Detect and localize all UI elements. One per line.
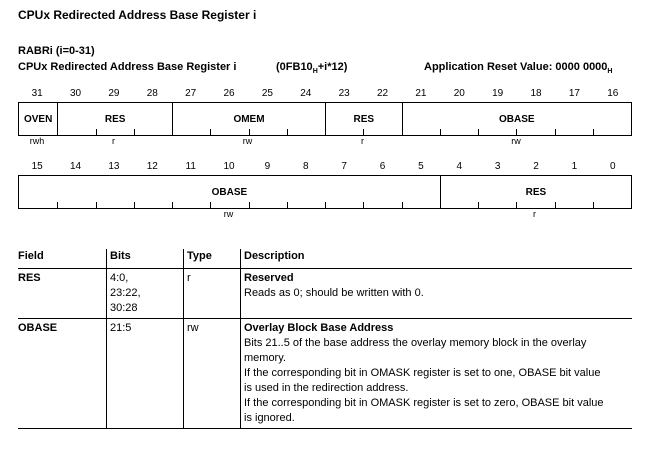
bit-tick bbox=[172, 129, 173, 135]
register-upper-half bbox=[18, 102, 632, 136]
field-res-upper: RES bbox=[57, 103, 172, 135]
document-title: CPUx Redirected Address Base Register i bbox=[18, 8, 257, 22]
bit-number: 25 bbox=[261, 88, 273, 99]
bit-number: 24 bbox=[300, 88, 312, 99]
bit-tick bbox=[478, 129, 479, 135]
bit-tick bbox=[402, 129, 403, 135]
field-obase-upper: OBASE bbox=[402, 103, 632, 135]
bit-tick bbox=[287, 202, 288, 208]
bit-tick bbox=[363, 202, 364, 208]
bit-number: 26 bbox=[223, 88, 235, 99]
bit-tick bbox=[134, 129, 135, 135]
row-type: r bbox=[184, 269, 241, 319]
bit-tick bbox=[593, 129, 594, 135]
field-res-lower: RES bbox=[440, 176, 631, 208]
table-row bbox=[18, 319, 632, 429]
bit-number: 10 bbox=[223, 161, 235, 172]
bit-tick bbox=[593, 202, 594, 208]
bit-number: 20 bbox=[453, 88, 465, 99]
bit-tick bbox=[134, 202, 135, 208]
access-res-upper: r bbox=[112, 136, 115, 146]
register-offset: $(0FB10_H+i*12)$ bbox=[276, 61, 348, 76]
header-type: Type bbox=[184, 249, 241, 269]
bit-number: 12 bbox=[146, 161, 158, 172]
bit-tick bbox=[287, 129, 288, 135]
access-omem: rw bbox=[242, 136, 253, 146]
bit-number: 14 bbox=[70, 161, 82, 172]
register-short-name: RABRi (i=0-31) bbox=[18, 45, 95, 57]
field-obase-lower: OBASE bbox=[211, 186, 248, 198]
bit-number: 21 bbox=[415, 88, 427, 99]
bit-tick bbox=[555, 129, 556, 135]
field-omem: OMEM bbox=[172, 103, 325, 135]
row-field-name: OBASE bbox=[18, 319, 107, 429]
bit-number: 2 bbox=[533, 161, 539, 172]
bit-number: 22 bbox=[377, 88, 389, 99]
bit-number: 11 bbox=[185, 161, 196, 172]
table-header-row bbox=[18, 249, 632, 269]
bit-tick bbox=[516, 129, 517, 135]
bit-tick bbox=[172, 202, 173, 208]
bit-number: 5 bbox=[418, 161, 424, 172]
row-type: rw bbox=[184, 319, 241, 429]
row-bits: 21:5 bbox=[107, 319, 184, 429]
bit-number: 27 bbox=[185, 88, 197, 99]
field-res-mid: RES bbox=[325, 103, 402, 135]
bit-tick bbox=[363, 129, 364, 135]
access-obase-lower: rw bbox=[223, 209, 234, 219]
field-description-table bbox=[18, 249, 632, 429]
bit-number: 19 bbox=[492, 88, 504, 99]
header-bits: Bits bbox=[107, 249, 184, 269]
bit-tick bbox=[210, 129, 211, 135]
bit-number: 31 bbox=[31, 88, 43, 99]
bit-number: 23 bbox=[338, 88, 350, 99]
access-res-mid: r bbox=[361, 136, 364, 146]
bit-number: 3 bbox=[494, 161, 501, 172]
bit-tick bbox=[325, 129, 326, 135]
access-res-lower: r bbox=[533, 209, 536, 219]
bit-number: 15 bbox=[31, 161, 43, 172]
row-description: Reserved Reads as 0; should be written with 0. bbox=[241, 269, 633, 319]
row-bits: 4:0, 23:22, 30:28 bbox=[107, 269, 184, 319]
bit-number: 17 bbox=[568, 88, 580, 99]
bit-number: 4 bbox=[456, 161, 463, 172]
header-description: Description bbox=[241, 249, 633, 269]
bit-tick bbox=[249, 202, 250, 208]
bit-tick bbox=[96, 202, 97, 208]
bit-tick bbox=[440, 202, 441, 208]
bit-number: 28 bbox=[146, 88, 158, 99]
bit-tick bbox=[57, 202, 58, 208]
bit-tick bbox=[516, 202, 517, 208]
bit-number: 7 bbox=[341, 161, 347, 172]
field-oven: OVEN bbox=[23, 113, 53, 125]
bit-number: 16 bbox=[607, 88, 619, 99]
reset-value: Application Reset Value: 0000 $0000_H$ bbox=[424, 61, 613, 76]
bit-number: 8 bbox=[303, 161, 309, 172]
bit-tick bbox=[555, 202, 556, 208]
access-obase-upper: rw bbox=[511, 136, 521, 146]
upper-bit-numbers bbox=[18, 88, 632, 102]
bit-number: 6 bbox=[379, 161, 386, 172]
bit-tick bbox=[478, 202, 479, 208]
bit-number: 29 bbox=[108, 88, 120, 99]
bit-number: 1 bbox=[571, 161, 578, 172]
access-oven: rwh bbox=[29, 136, 45, 146]
register-long-name: CPUx Redirected Address Base Register i bbox=[18, 61, 237, 73]
register-lower-half bbox=[18, 175, 632, 209]
bit-tick bbox=[325, 202, 326, 208]
bit-tick bbox=[249, 129, 250, 135]
row-field-name: RES bbox=[18, 269, 107, 319]
bit-tick bbox=[440, 129, 441, 135]
header-field: Field bbox=[18, 249, 107, 269]
bit-number: 0 bbox=[610, 161, 616, 172]
bit-number: 13 bbox=[108, 161, 120, 172]
bit-number: 18 bbox=[530, 88, 542, 99]
table-row bbox=[18, 269, 632, 319]
bit-tick bbox=[57, 129, 58, 135]
bit-tick bbox=[402, 202, 403, 208]
bit-tick bbox=[210, 202, 211, 208]
bit-number: 9 bbox=[264, 161, 271, 172]
lower-bit-numbers bbox=[18, 161, 632, 175]
bit-number: 30 bbox=[70, 88, 82, 99]
bit-tick bbox=[96, 129, 97, 135]
row-description: Overlay Block Base Address Bits 21..5 of the base address the overlay memory block in the overlay memory. If the corresponding bit in OMASK register is set to one, OBASE bit value is used in the redirection address. If the corresponding bit in OMASK register is set to zero, OBASE bit value is ignored. bbox=[241, 319, 633, 429]
